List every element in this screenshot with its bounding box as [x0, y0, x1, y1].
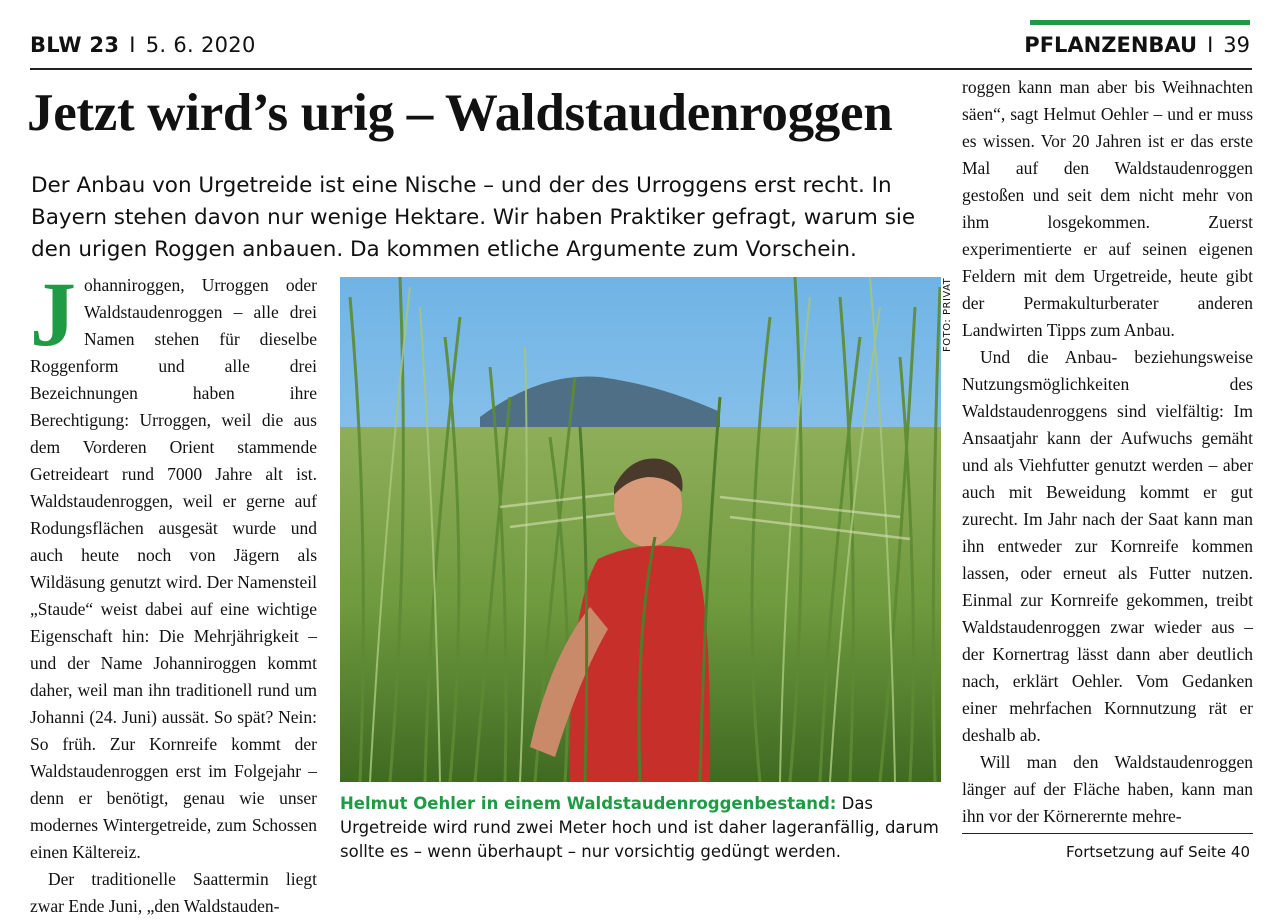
- paragraph: Und die Anbau- beziehungsweise Nutzungsmöglichkeiten des Waldstaudenroggens sind vielfältig: Im Ansaatjahr kann der Aufwuchs gemäht und als Viehfutter genutzt werden – aber auch mit Beweidung kommt er gut zurecht. Im Jahr nach der Saat kann man ihn entweder zur Kornreife kommen lassen, oder erneut als Futter nutzen. Einmal zur Kornreife gekommen, treibt Waldstaudenroggen zwar wieder aus – der Kornertrag lässt dann aber deutlich nach, erklärt Oehler. Vom Gedanken einer mehrfachen Kornnutzung rät er deshalb ab.: [962, 347, 1253, 745]
- caption-lead: Helmut Oehler in einem Waldstaudenroggenbestand:: [340, 794, 837, 813]
- page-header-right: [1024, 33, 1250, 57]
- paragraph: Der traditionelle Saattermin liegt zwar Ende Juni, „den Waldstauden-: [30, 869, 317, 916]
- drop-cap: J: [30, 263, 76, 365]
- header-separator: I: [129, 33, 136, 57]
- paragraph: [30, 263, 317, 866]
- section-accent-rule: [1030, 20, 1250, 25]
- paragraph: roggen kann man aber bis Weihnachten säen“, sagt Helmut Oehler – und er muss es wissen. Vor 20 Jahren ist er das erste Mal auf den Waldstaudenroggen gestoßen und seit dem nicht mehr von ihm losgekommen. Zuerst experimentierte er auf seinen eigenen Feldern mit dem Urgetreide, heute gibt der Permakulturberater anderen Landwirten Tipps zum Anbau.: [962, 77, 1253, 340]
- page-number: 39: [1223, 33, 1250, 57]
- photo-credit-text: FOTO: PRIVAT: [942, 277, 953, 352]
- page-header-left: [30, 33, 256, 57]
- photo-credit: [942, 272, 958, 352]
- article-photo: [340, 277, 941, 782]
- footer-rule: [962, 833, 1253, 834]
- paragraph: Will man den Waldstaudenroggen länger auf der Fläche haben, kann man ihn vor der Körnerernte mehre-: [962, 752, 1253, 826]
- header-separator-right: I: [1207, 33, 1214, 57]
- text-column-3: [962, 74, 1253, 830]
- photo-caption: [340, 792, 945, 864]
- caption-text: Das Urgetreide wird rund zwei Meter hoch und ist daher lageranfällig, darum sollte es – wenn überhaupt – nur vorsichtig gedüngt werden.: [340, 794, 939, 861]
- rye-field-photo: [340, 277, 941, 782]
- paragraph-text: ohanniroggen, Urroggen oder Waldstaudenroggen – alle drei Namen stehen für dieselbe Roggenform und alle drei Bezeichnungen haben ihre Berechtigung: Urroggen, weil die aus dem Vorderen Orient stammende Getreideart rund 7000 Jahre alt ist. Waldstaudenroggen, weil er gerne auf Rodungsflächen ausgesät wurde und auch heute noch von Jägern als Wildäsung genutzt wird. Der Namensteil „Staude“ weist dabei auf eine wichtige Eigenschaft hin: Die Mehrjährigkeit – und der Name Johanniroggen kommt daher, weil man ihn traditionell rund um Johanni (24. Juni) aussät. So spät? Nein: So früh. Zur Kornreife kommt der Waldstaudenroggen erst im Folgejahr – denn er benötigt, genau wie unser modernes Wintergetreide, zum Schossen einen Kältereiz.: [30, 275, 317, 862]
- header-rule: [30, 68, 1252, 70]
- continuation-note: Fortsetzung auf Seite 40: [1065, 843, 1250, 861]
- text-column-1: [30, 263, 317, 920]
- article-headline: Jetzt wird’s urig – Waldstaudenroggen: [27, 84, 893, 142]
- issue-date: 5. 6. 2020: [145, 33, 256, 57]
- article-lead: Der Anbau von Urgetreide ist eine Nische – und der des Urroggens erst recht. In Bayern stehen davon nur wenige Hektare. Wir haben Praktiker gefragt, warum sie den urigen Roggen anbauen. Da kommen etliche Argumente zum Vorschein.: [31, 173, 916, 262]
- section-name: PFLANZENBAU: [1024, 33, 1198, 57]
- publication-name: BLW 23: [30, 33, 120, 57]
